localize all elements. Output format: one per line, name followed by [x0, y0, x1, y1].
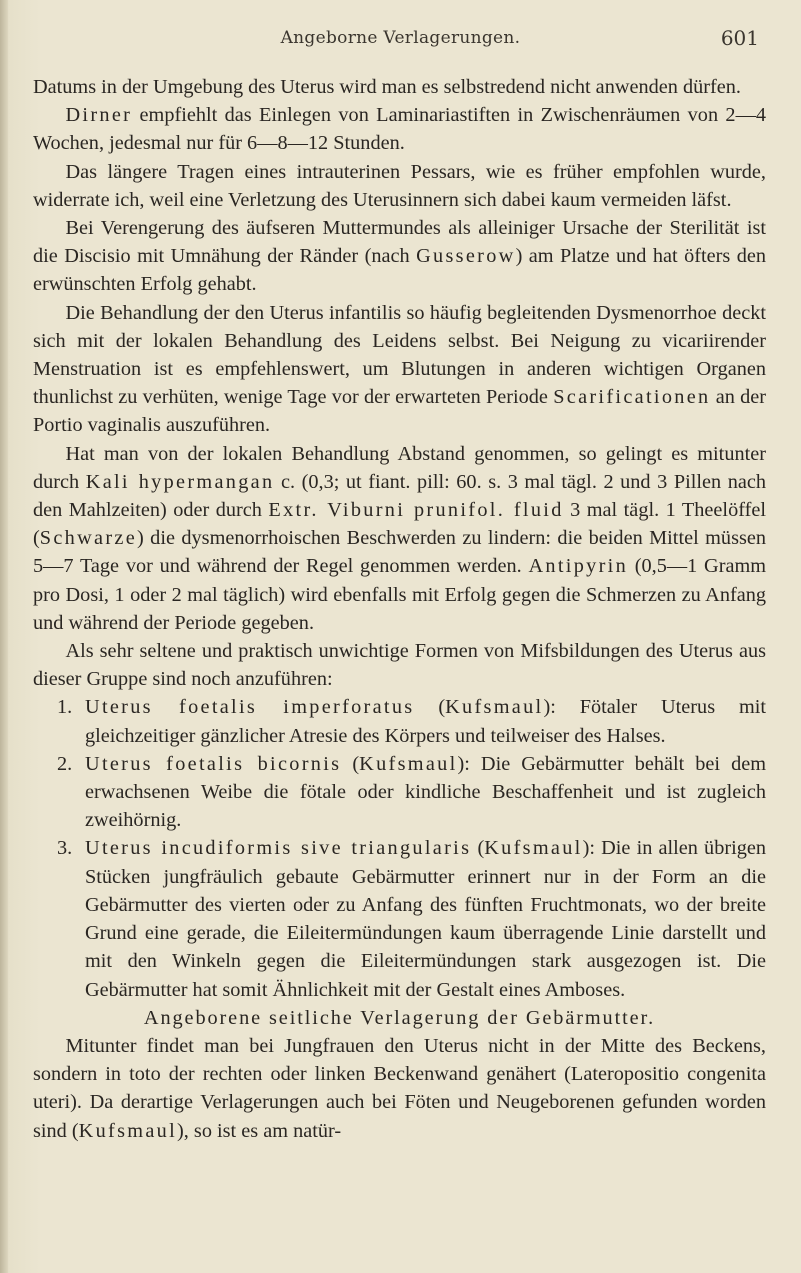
- paragraph-text: Hat man von der lokalen Behandlung Abstand genommen, so gelingt es mitunter durch: [33, 442, 766, 493]
- spaced-term: Extr. Viburni prunifol. fluid: [268, 499, 564, 522]
- spaced-term: Uterus foetalis bicornis: [85, 752, 342, 775]
- paragraph-text: 3 mal tägl. 1 Theelöffel (: [33, 499, 766, 550]
- author-name: Dirner: [65, 104, 133, 127]
- author-name: Kufsmaul: [359, 752, 458, 775]
- paragraph: [33, 1032, 766, 1145]
- spaced-term: Scarificationen: [553, 386, 711, 409]
- spaced-term: Uterus foetalis imperforatus: [85, 696, 415, 719]
- paragraph: [33, 299, 766, 440]
- paragraph-text: Die Behandlung der den Uterus infantilis so häufig begleitenden Dysmenorrhoe deckt sich mit der lokalen Behandlung des Leidens selbst. Bei Neigung zu vicariirender Menstruation ist es empfehlenswert, um Blutungen in anderen wichtigen Organen thunlichst zu verhüten, wenige Tage vor der erwarteten Periode: [33, 301, 766, 409]
- list-item: 3. Uterus incudiformis sive triangularis (Kufsmaul): Die in allen übrigen Stücken jungfräulich gebaute Gebärmutter erinnert nur in der Form an die Gebärmutter des vierten oder zu Anfang des fünften Fruchtmonats, wo der breite Grund eine gerade, die Eileitermündungen kaum überragende Linie darstellt und mit den Winkeln gegen die Eileitermündungen stark ausgezogen ist. Die Gebärmutter hat somit Ähnlichkeit mit der Gestalt eines Amboses.: [33, 834, 766, 1003]
- paragraph-text: ) am Platze und hat öfters den erwünschten Erfolg gehabt.: [33, 245, 767, 296]
- author-name: Kufsmaul: [484, 837, 583, 860]
- paragraph: [33, 101, 766, 157]
- list-number: 1.: [57, 696, 73, 719]
- list-number: 3.: [57, 837, 73, 860]
- malformation-list: [33, 693, 766, 1003]
- paragraph-text: Mitunter findet man bei Jungfrauen den Uterus nicht in der Mitte des Beckens, sondern in toto der rechten oder linken Beckenwand genähert (Lateropositio congenita uteri). Da derartige Verlagerungen auch bei Föten und Neugeborenen gefunden worden sind (: [33, 1034, 766, 1142]
- author-name: Kufsmaul: [78, 1119, 178, 1142]
- body-text: [33, 73, 766, 1145]
- paragraph-text: empfiehlt das Einlegen von Laminariastiften in Zwischenräumen von 2—4 Wochen, jedesmal nur für 6—8—12 Stunden.: [33, 104, 766, 155]
- paragraph-text: ), so ist es am natür-: [177, 1119, 342, 1142]
- paragraph-text: Datums in der Umgebung des Uterus wird man es selbstredend nicht anwenden dürfen.: [33, 76, 741, 98]
- paragraph: [33, 73, 766, 101]
- paragraph-text: ) die dysmenorrhoischen Beschwerden zu lindern: die beiden Mittel müssen 5—7 Tage vor und während der Regel genommen werden.: [33, 527, 766, 578]
- list-item-text: : Fötaler Uterus mit gleichzeitiger gänzlicher Atresie des Körpers und teilweiser des Halses.: [85, 696, 766, 747]
- paragraph: [33, 440, 766, 637]
- paragraph: [33, 158, 766, 214]
- list-item: 2. Uterus foetalis bicornis (Kufsmaul): Die Gebärmutter behält bei dem erwachsenen Weibe die fötale oder kindliche Beschaffenheit und ist zugleich zweihörnig.: [33, 750, 766, 835]
- paragraph-text: Als sehr seltene und praktisch unwichtige Formen von Mifsbildungen des Uterus aus dieser Gruppe sind noch anzuführen:: [33, 640, 766, 691]
- paragraph-text: c. (0,3; ut fiant. pill: 60. s. 3 mal tägl. 2 und 3 Pillen nach den Mahlzeiten) oder durch: [33, 470, 767, 522]
- author-name: Gusserow: [416, 245, 516, 268]
- paragraph-text: Bei Verengerung des äufseren Muttermundes als alleiniger Ursache der Sterilität ist die Discisio mit Umnähung der Ränder (nach: [33, 217, 766, 268]
- paragraph-text: an der Portio vaginalis auszuführen.: [33, 386, 766, 437]
- spaced-term: Antipyrin: [528, 555, 629, 578]
- paragraph: [33, 214, 766, 299]
- spaced-term: Uterus incudiformis sive triangularis: [85, 837, 472, 860]
- page-number: 601: [720, 26, 759, 50]
- section-heading: Angeborene seitliche Verlagerung der Gebärmutter.: [143, 1006, 656, 1029]
- list-item-text: : Die in allen übrigen Stücken jungfräulich gebaute Gebärmutter erinnert nur in der Form an die Gebärmutter des vierten oder zu Anfang des fünften Fruchtmonats, wo der breite Grund eine gerade, die Eileitermündungen kaum überragende Linie darstellt und mit den Winkeln gegen die Eileitermündungen stark ausgezogen ist. Die Gebärmutter hat somit Ähnlichkeit mit der Gestalt eines Amboses.: [85, 837, 767, 1001]
- list-item: 1. Uterus foetalis imperforatus (Kufsmaul): Fötaler Uterus mit gleichzeitiger gänzlicher Atresie des Körpers und teilweiser des Halses.: [33, 693, 766, 749]
- paragraph-text: (0,5—1 Gramm pro Dosi, 1 oder 2 mal täglich) wird ebenfalls mit Erfolg gegen die Schmerzen zu Anfang und während der Periode gegeben.: [33, 555, 766, 634]
- running-header: Angeborne Verlagerungen.: [280, 28, 521, 48]
- paragraph: [33, 637, 766, 693]
- list-number: 2.: [57, 752, 73, 775]
- page-spine-shadow: [0, 0, 8, 1273]
- author-name: Kufsmaul: [445, 696, 544, 719]
- spaced-term: Kali hypermangan: [85, 470, 275, 493]
- list-item-text: : Die Gebärmutter behält bei dem erwachsenen Weibe die fötale oder kindliche Beschaffenheit und ist zugleich zweihörnig.: [85, 752, 767, 832]
- paragraph-text: Das längere Tragen eines intrauterinen Pessars, wie es früher empfohlen wurde, widerrate ich, weil eine Verletzung des Uterusinnern sich dabei kaum vermeiden läfst.: [33, 160, 766, 211]
- author-name: Schwarze: [39, 527, 137, 550]
